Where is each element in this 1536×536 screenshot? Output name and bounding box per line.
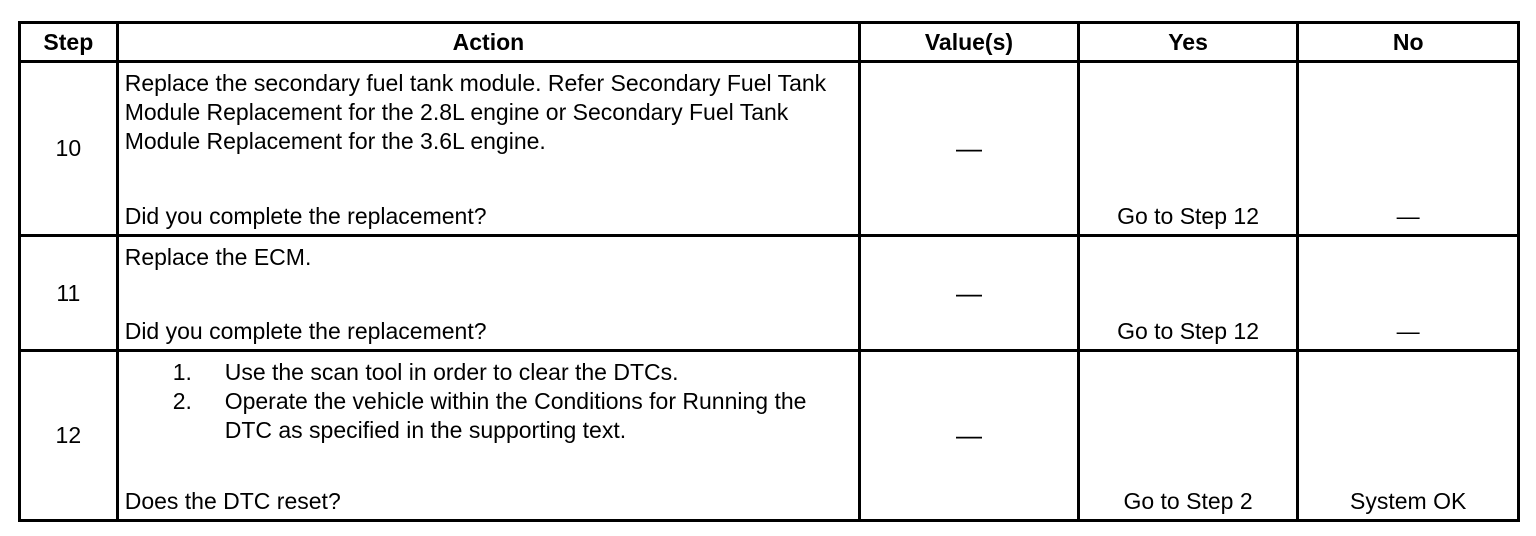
list-item-number: 1. bbox=[172, 359, 192, 385]
step-number: 11 bbox=[20, 236, 118, 351]
action-cell bbox=[117, 62, 859, 236]
list-item bbox=[125, 358, 852, 387]
list-item bbox=[125, 387, 852, 445]
procedure-list bbox=[125, 358, 852, 445]
value-cell: — bbox=[860, 62, 1079, 236]
value-cell: — bbox=[860, 351, 1079, 521]
step-number: 10 bbox=[20, 62, 118, 236]
no-cell: — bbox=[1298, 236, 1519, 351]
table-row bbox=[20, 62, 1519, 236]
action-text: Replace the ECM. bbox=[124, 244, 312, 270]
header-values: Value(s) bbox=[860, 23, 1079, 62]
header-yes: Yes bbox=[1078, 23, 1298, 62]
no-cell: — bbox=[1298, 62, 1519, 236]
action-question: Did you complete the replacement? bbox=[124, 318, 487, 344]
action-question: Does the DTC reset? bbox=[124, 488, 341, 514]
header-no: No bbox=[1298, 23, 1519, 62]
action-text: Replace the secondary fuel tank module. Refer Secondary Fuel Tank Module Replacement for the 2.8L engine or Secondary Fuel Tank Module Replacement for the 3.6L engine. bbox=[124, 70, 827, 154]
action-question: Did you complete the replacement? bbox=[124, 203, 487, 229]
step-number: 12 bbox=[20, 351, 118, 521]
list-item-text: Operate the vehicle within the Conditions for Running the DTC as specified in the supporting text. bbox=[224, 388, 807, 443]
diagnostic-table bbox=[18, 21, 1520, 522]
list-item-text: Use the scan tool in order to clear the DTCs. bbox=[224, 359, 679, 385]
table-row bbox=[20, 236, 1519, 351]
no-cell: System OK bbox=[1298, 351, 1519, 521]
list-item-number: 2. bbox=[172, 388, 192, 414]
value-cell: — bbox=[860, 236, 1079, 351]
header-action: Action bbox=[117, 23, 859, 62]
action-cell bbox=[117, 351, 859, 521]
header-row bbox=[20, 23, 1519, 62]
yes-cell: Go to Step 12 bbox=[1078, 236, 1298, 351]
header-step: Step bbox=[20, 23, 118, 62]
yes-cell: Go to Step 2 bbox=[1078, 351, 1298, 521]
yes-cell: Go to Step 12 bbox=[1078, 62, 1298, 236]
action-cell bbox=[117, 236, 859, 351]
table-row bbox=[20, 351, 1519, 521]
